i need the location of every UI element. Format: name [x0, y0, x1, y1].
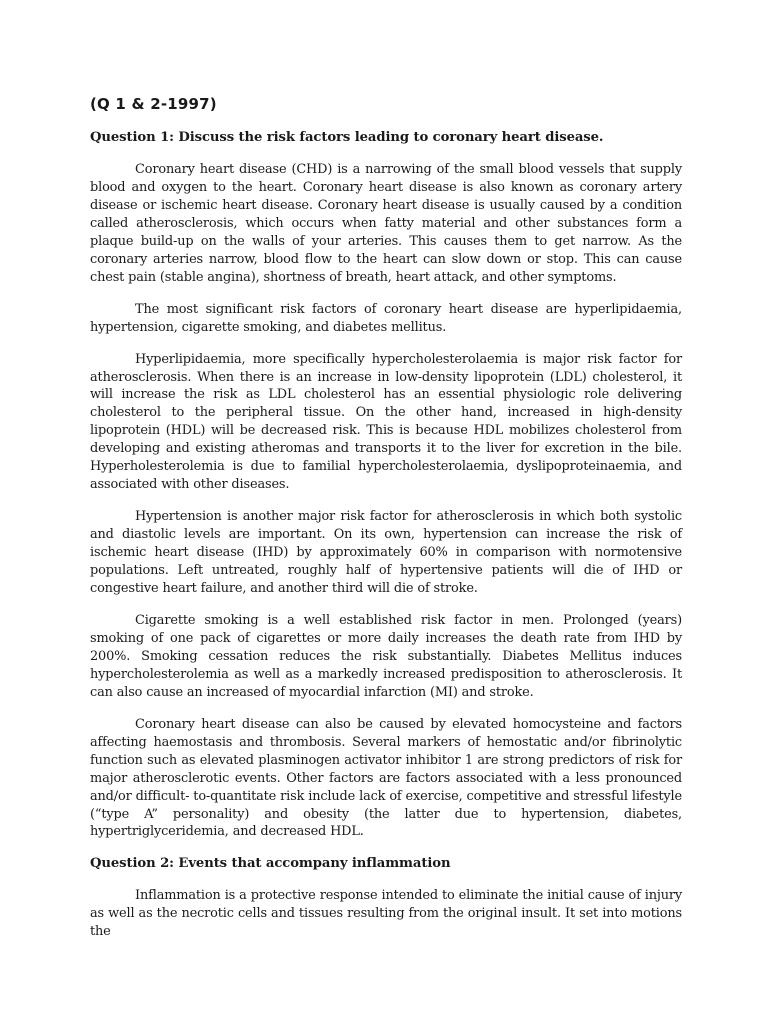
- paragraph-risk-factors-summary: The most significant risk factors of coronary heart disease are hyperlipidaemia, hypertension, cigarette smoking, and diabetes mellitus.: [90, 301, 682, 335]
- document-body: [90, 129, 682, 955]
- question-1-heading: Question 1: Discuss the risk factors leading to coronary heart disease.: [90, 130, 604, 145]
- paragraph-hypertension: Hypertension is another major risk factor for atherosclerosis in which both systolic and diastolic levels are important. On its own, hypertension can increase the risk of ischemic heart disease (IHD) by approximately 60% in comparison with normotensive populations. Left untreated, roughly half of hypertensive patients will die of IHD or congestive heart failure, and another third will die of stroke.: [90, 509, 682, 597]
- document-title: (Q 1 & 2-1997): [90, 95, 217, 113]
- paragraph-smoking-diabetes: Cigarette smoking is a well established risk factor in men. Prolonged (years) smoking of one pack of cigarettes or more daily increases the death rate from IHD by 200%. Smoking cessation reduces the risk substantially. Diabetes Mellitus induces hypercholesterolemia as well as a markedly increased predisposition to atherosclerosis. It can also cause an increased of myocardial infarction (MI) and stroke.: [90, 612, 682, 700]
- paragraph-other-factors: Coronary heart disease can also be caused by elevated homocysteine and factors affecting haemostasis and thrombosis. Several markers of hemostatic and/or fibrinolytic function such as elevated plasminogen activator inhibitor 1 are strong predictors of risk for major atherosclerotic events. Other factors are factors associated with a less pronounced and/or difficult- to-quantitate risk include lack of exercise, competitive and stressful lifestyle (“type A” personality) and obesity (the latter due to hypertension, diabetes, hypertriglyceridemia, and decreased HDL.: [90, 716, 682, 840]
- paragraph-chd-definition: Coronary heart disease (CHD) is a narrowing of the small blood vessels that supply blood and oxygen to the heart. Coronary heart disease is also known as coronary artery disease or ischemic heart disease. Coronary heart disease is usually caused by a condition called atherosclerosis, which occurs when fatty material and other substances form a plaque build-up on the walls of your arteries. This causes them to get narrow. As the coronary arteries narrow, blood flow to the heart can slow down or stop. This can cause chest pain (stable angina), shortness of breath, heart attack, and other symptoms.: [90, 162, 682, 285]
- question-2-heading: Question 2: Events that accompany inflammation: [90, 856, 451, 872]
- paragraph-hyperlipidaemia: Hyperlipidaemia, more specifically hypercholesterolaemia is major risk factor for atherosclerosis. When there is an increase in low-density lipoprotein (LDL) cholesterol, it will increase the risk as LDL cholesterol has an essential physiologic role delivering cholesterol to the peripheral tissue. On the other hand, increased in high-density lipoprotein (HDL) will be decreased risk. This is because HDL mobilizes cholesterol from developing and existing atheromas and transports it to the liver for excretion in the bile. Hyperholesterolemia is due to familial hypercholesterolaemia, dyslipoproteinaemia, and associated with other diseases.: [90, 351, 682, 493]
- paragraph-inflammation: Inflammation is a protective response intended to eliminate the initial cause of injury as well as the necrotic cells and tissues resulting from the original insult. It set into motions the: [90, 888, 682, 940]
